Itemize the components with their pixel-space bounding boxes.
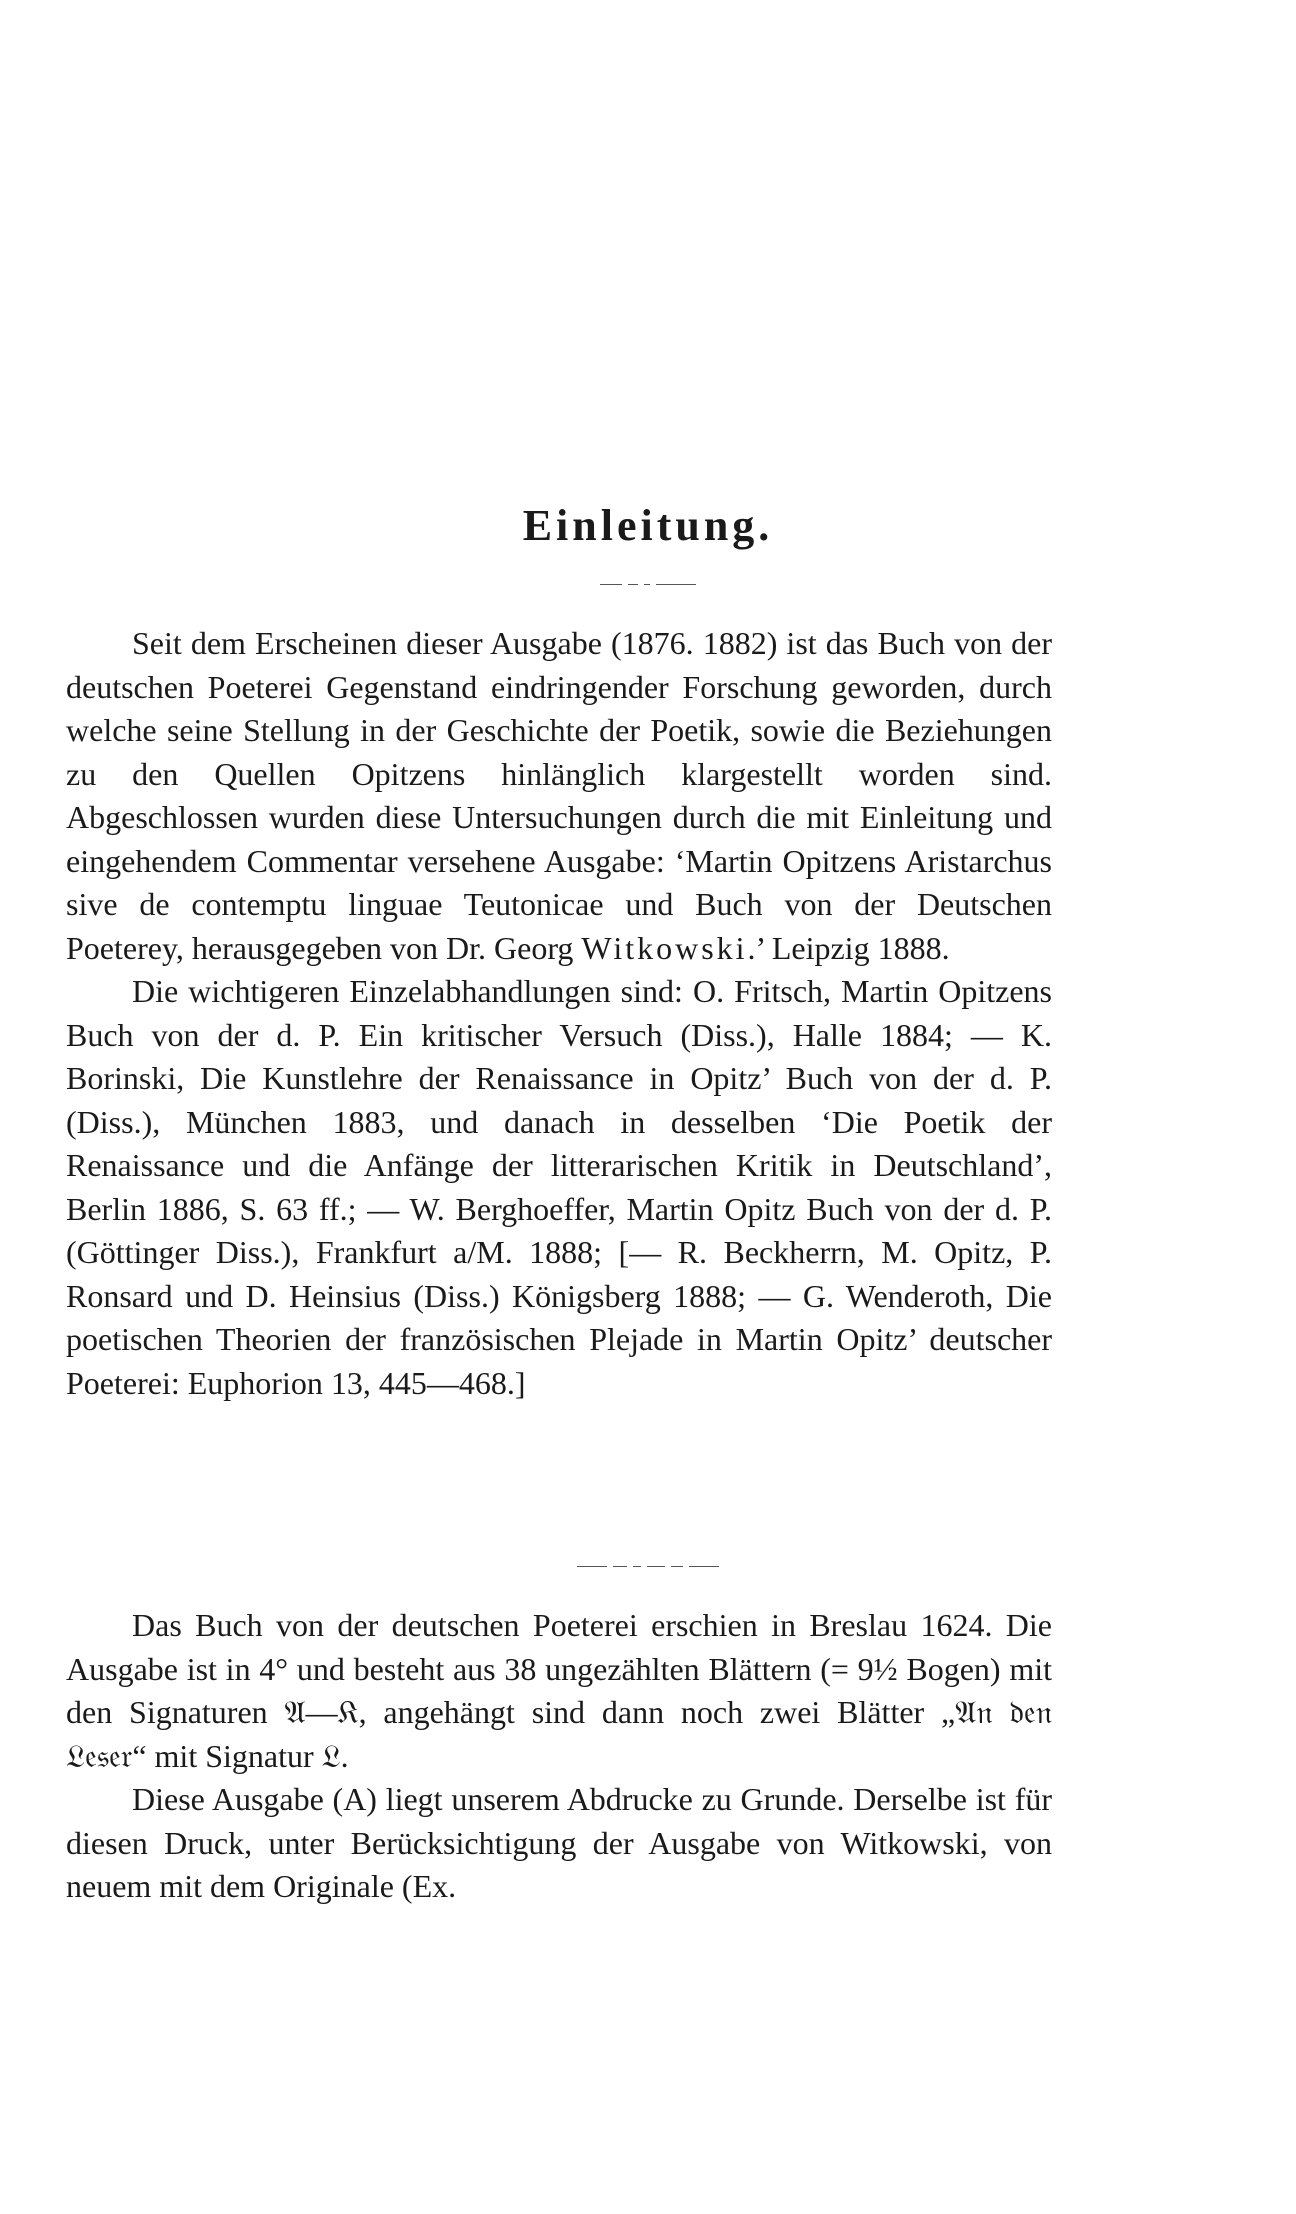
paragraph-introduction — [66, 622, 1052, 970]
page-title: Einleitung. — [522, 501, 774, 550]
introduction-section — [66, 622, 1052, 1405]
section-divider — [0, 1566, 1296, 1567]
paragraph-text: Seit dem Erscheinen dieser Ausgabe (1876. 1882) ist das Buch von der deutschen Poeterei Gegenstand eindringender Forschung geworden, durch welche seine Stellung in der Geschichte der Poetik, sowie die Beziehungen zu den Quellen Opitzens hinlänglich klargestellt worden sind. Abgeschlossen wurden diese Untersuchungen durch die mit Einleitung und eingehendem Commentar versehene Ausgabe: ‘Martin Opitzens Aristarchus sive de contemptu linguae Teutonicae und Buch von der Deutschen Poeterey, herausgegeben von Dr. Georg — [66, 625, 1052, 966]
edition-section — [66, 1604, 1052, 1909]
spaced-name: Witkowski — [581, 929, 748, 966]
paragraph-studies: Die wichtigeren Einzelabhandlungen sind: O. Fritsch, Martin Opitzens Buch von der d. P. Ein kritischer Versuch (Diss.), Halle 1884; — K. Borinski, Die Kunstlehre der Renaissance in Opitz’ Buch von der d. P. (Diss.), München 1883, und danach in desselben ‘Die Poetik der Renaissance und die Anfänge der litterarischen Kritik in Deutschland’, Berlin 1886, S. 63 ff.; — W. Berghoeffer, Martin Opitz Buch von der d. P. (Göttinger Diss.), Frankfurt a/M. 1888; [— R. Beckherrn, M. Opitz, P. Ronsard und D. Heinsius (Diss.) Königsberg 1888; — G. Wenderoth, Die poetischen Theorien der französischen Plejade in Martin Opitz’ deutscher Poeterei: Euphorion 13, 445—468.] — [66, 973, 1052, 1401]
paragraph-text-end: .’ Leipzig 1888. — [747, 929, 950, 966]
paragraph-basis: Diese Ausgabe (A) liegt unserem Abdrucke zu Grunde. Derselbe ist für diesen Druck, unter Berücksichtigung der Ausgabe von Witkowski, von neuem mit dem Originale (Ex. — [66, 1781, 1052, 1904]
title-divider — [0, 584, 1296, 585]
paragraph-edition: Das Buch von der deutschen Poeterei erschien in Breslau 1624. Die Ausgabe ist in 4° und besteht aus 38 ungezählten Blättern (= 9½ Bogen) mit den Signaturen 𝔄—𝔎, angehängt sind dann noch zwei Blätter „𝔄𝔫 𝔡𝔢𝔫 𝔏𝔢𝔰𝔢𝔯“ mit Signatur 𝔏. — [66, 1607, 1052, 1774]
